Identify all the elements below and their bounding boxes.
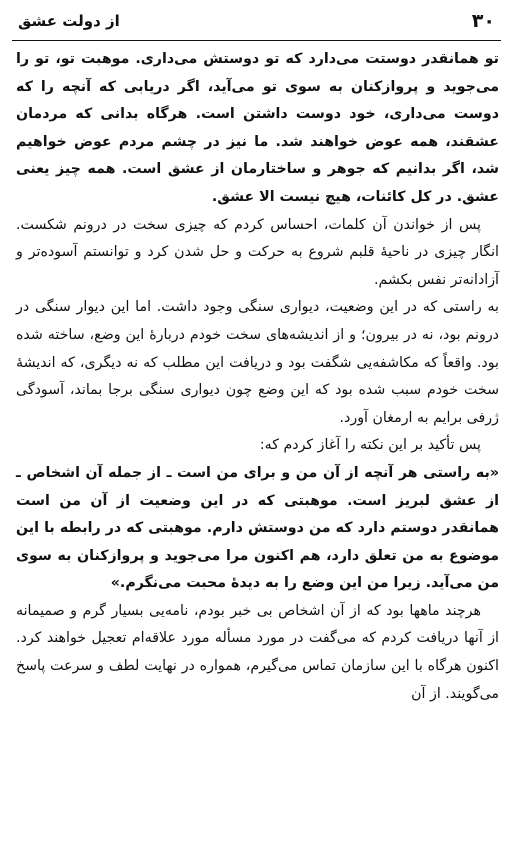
paragraph-4: پس تأکید بر این نکته را آغاز کردم که: — [259, 437, 481, 454]
paragraph-3: به راستی که در این وضعیت، دیواری سنگی وجود داشت. اما این دیوار سنگی در درونم بود، نه در بیرون؛ و از اندیشه‌های سخت خودم دربارهٔ این وضع، ساخته شده بود. واقعاً که مکاشفه‌یی شگفت بود و دریافت این مطلب که نه دیگری، که اندیشهٔ سخت خودم سبب شده بود که این وضع چون دیواری سنگی برجا بماند، آسودگی ژرفی برایم به ارمغان آورد. — [16, 299, 499, 426]
paragraph-1: تو همانقدر دوستت می‌دارد که تو دوستش می‌داری. موهبت تو، تو را می‌جوید و پروازکنان به سوی تو می‌آید، اگر دریابی که آنچه را که دوست می‌داری، خود دوست داشتن است. هرگاه بدانی که مردمان عشقند، همه عوض خواهند شد. ما نیز در چشم مردم عوض خواهیم شد، اگر بدانیم که جوهر و ساختارمان از عشق است. همه چیز یعنی عشق. در کل کائنات، هیچ نیست الا عشق. — [16, 51, 499, 205]
page-header — [12, 8, 501, 38]
affirmation-quote: «به راستی هر آنچه از آن من و برای من است ـ از جمله آن اشخاص ـ از عشق لبریز است. موهبتی که در این وضعیت از آن من است همانقدر دوستم دارد که من دوستش دارم. موهبتی که در رابطه با این موضوع به من تعلق دارد، هم اکنون مرا می‌جوید و پروازکنان به سوی من می‌آید. زیرا من این وضع را به دیدهٔ محبت می‌نگرم.» — [16, 464, 499, 592]
header-divider — [12, 40, 501, 41]
paragraph-6: هرچند ماهها بود که از آن اشخاص بی خبر بودم، نامه‌یی بسیار گرم و صمیمانه از آنها دریافت کردم که می‌گفت در مورد مسأله مورد علاقه‌ام تعجیل خواهند کرد. اکنون هرگاه با این سازمان تماس می‌گیرم، همواره در نهایت لطف و سرعت پاسخ می‌گویند. از آن — [16, 602, 499, 702]
page-number: ۳۰ — [471, 10, 495, 32]
page-body — [16, 46, 499, 708]
running-title: از دولت عشق — [18, 12, 120, 30]
paragraph-2: پس از خواندن آن کلمات، احساس کردم که چیزی سخت در درونم شکست. انگار چیزی در ناحیهٔ قلبم شروع به حرکت و حل شدن کرد و توانستم آسوده‌تر و آزادانه‌تر نفس بکشم. — [16, 216, 499, 288]
